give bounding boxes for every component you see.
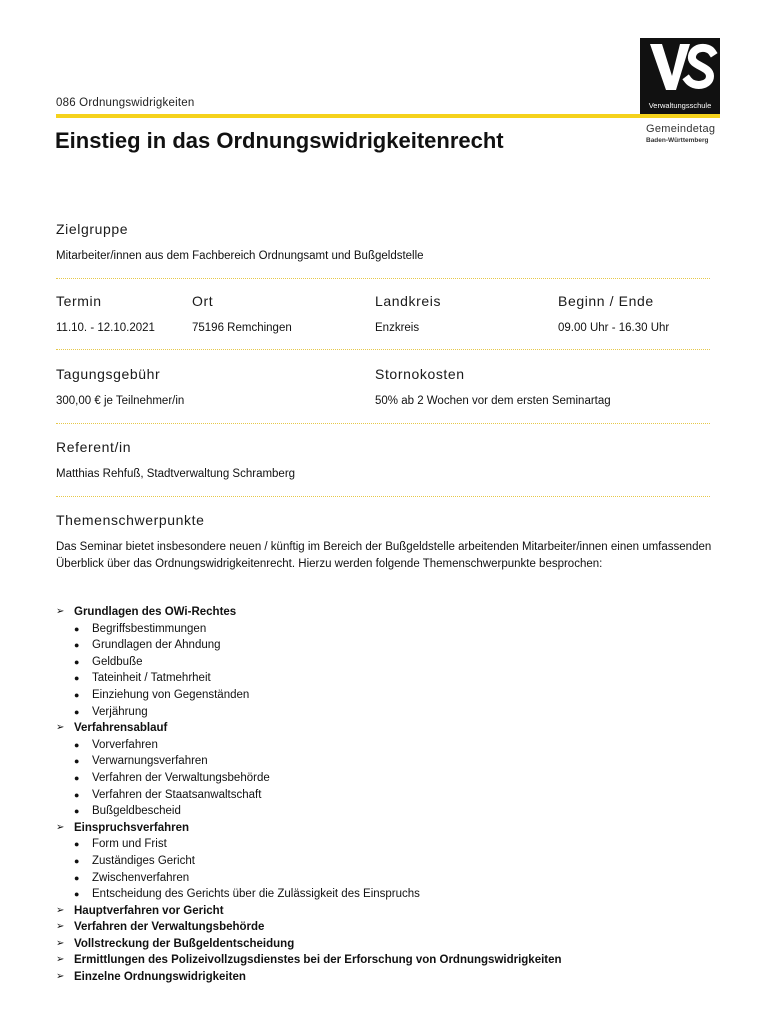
subtopic-label: Verwarnungsverfahren <box>92 755 208 768</box>
bullet-dot-icon: ● <box>74 656 80 667</box>
subtopic-item <box>56 704 726 721</box>
subtopic-label: Grundlagen der Ahndung <box>92 639 221 652</box>
subtopic-item <box>56 787 726 804</box>
topic-label: Verfahrensablauf <box>74 722 168 735</box>
zielgruppe-heading: Zielgruppe <box>56 221 129 237</box>
divider <box>56 349 710 350</box>
bullet-dot-icon: ● <box>74 872 80 883</box>
arrow-bullet-icon: ➢ <box>56 954 65 966</box>
topic-item <box>56 720 726 737</box>
bullet-dot-icon: ● <box>74 756 80 767</box>
topic-item <box>56 969 726 986</box>
topic-list <box>56 604 726 986</box>
topic-label: Verfahren der Verwaltungsbehörde <box>74 921 265 934</box>
page-title: Einstieg in das Ordnungswidrigkeitenrecht <box>55 128 504 153</box>
subtopic-item <box>56 670 726 687</box>
termin-value: 11.10. - 12.10.2021 <box>56 322 155 334</box>
storno-value: 50% ab 2 Wochen vor dem ersten Seminartag <box>375 395 611 407</box>
topic-label: Vollstreckung der Bußgeldentscheidung <box>74 937 295 950</box>
zielgruppe-text: Mitarbeiter/innen aus dem Fachbereich Ordnungsamt und Bußgeldstelle <box>56 250 424 262</box>
subtopic-label: Verjährung <box>92 705 148 718</box>
vs-logo-icon <box>640 38 720 100</box>
org-name: Gemeindetag <box>646 123 716 135</box>
subtopic-label: Einziehung von Gegenständen <box>92 688 250 701</box>
arrow-bullet-icon: ➢ <box>56 722 65 734</box>
zeit-heading: Beginn / Ende <box>558 293 654 309</box>
bullet-dot-icon: ● <box>74 673 80 684</box>
ort-heading: Ort <box>192 293 214 309</box>
arrow-bullet-icon: ➢ <box>56 921 65 933</box>
subtopic-item <box>56 687 726 704</box>
bullet-dot-icon: ● <box>74 706 80 717</box>
subtopic-label: Verfahren der Verwaltungsbehörde <box>92 771 270 784</box>
referent-text: Matthias Rehfuß, Stadtverwaltung Schramberg <box>56 468 296 480</box>
arrow-bullet-icon: ➢ <box>56 904 65 916</box>
subtopic-item <box>56 836 726 853</box>
arrow-bullet-icon: ➢ <box>56 606 65 617</box>
divider <box>56 278 710 279</box>
logo-caption: Verwaltungsschule <box>648 101 712 110</box>
topic-item <box>56 919 726 936</box>
header-accent-rule <box>56 114 720 118</box>
subtopic-label: Geldbuße <box>92 655 143 668</box>
subtopic-item <box>56 770 726 787</box>
storno-heading: Stornokosten <box>375 366 465 382</box>
topic-label: Grundlagen des OWi-Rechtes <box>74 606 237 618</box>
bullet-dot-icon: ● <box>74 889 80 900</box>
landkreis-heading: Landkreis <box>375 293 442 309</box>
divider <box>56 423 710 424</box>
termin-heading: Termin <box>56 293 102 309</box>
subtopic-item <box>56 753 726 770</box>
subtopic-item <box>56 737 726 754</box>
subtopic-item <box>56 654 726 671</box>
topic-item <box>56 952 726 969</box>
subtopic-item <box>56 886 726 903</box>
zeit-value: 09.00 Uhr - 16.30 Uhr <box>558 322 670 334</box>
bullet-dot-icon: ● <box>74 855 80 866</box>
arrow-bullet-icon: ➢ <box>56 937 65 949</box>
topic-item <box>56 604 726 621</box>
bullet-dot-icon: ● <box>74 623 80 634</box>
gebuehr-value: 300,00 € je Teilnehmer/in <box>56 395 185 407</box>
subtopic-item <box>56 870 726 887</box>
subtopic-label: Zwischenverfahren <box>92 871 190 884</box>
topic-label: Hauptverfahren vor Gericht <box>74 904 224 917</box>
bullet-dot-icon: ● <box>74 806 80 817</box>
topic-item <box>56 903 726 920</box>
divider <box>56 496 710 497</box>
subtopic-label: Verfahren der Staatsanwaltschaft <box>92 788 262 801</box>
bullet-dot-icon: ● <box>74 772 80 783</box>
topic-item <box>56 936 726 953</box>
org-region: Baden-Württemberg <box>646 137 709 144</box>
themen-heading: Themenschwerpunkte <box>56 512 205 528</box>
course-number: 086 Ordnungswidrigkeiten <box>56 97 195 109</box>
bullet-dot-icon: ● <box>74 689 80 700</box>
subtopic-label: Begriffsbestimmungen <box>92 622 207 635</box>
topic-label: Ermittlungen des Polizeivollzugsdienstes bei der Erforschung von Ordnungswidrigkeiten <box>74 954 562 967</box>
arrow-bullet-icon: ➢ <box>56 821 65 833</box>
subtopic-item <box>56 637 726 654</box>
topic-label: Einzelne Ordnungswidrigkeiten <box>74 971 246 984</box>
topic-item <box>56 820 726 837</box>
subtopic-label: Tateinheit / Tatmehrheit <box>92 672 211 685</box>
subtopic-label: Zuständiges Gericht <box>92 854 195 867</box>
subtopic-label: Entscheidung des Gerichts über die Zulässigkeit des Einspruchs <box>92 888 420 901</box>
subtopic-label: Bußgeldbescheid <box>92 805 181 818</box>
referent-heading: Referent/in <box>56 439 132 455</box>
subtopic-item <box>56 621 726 638</box>
subtopic-label: Form und Frist <box>92 838 167 851</box>
bullet-dot-icon: ● <box>74 640 80 651</box>
vs-logo <box>640 38 720 114</box>
bullet-dot-icon: ● <box>74 739 80 750</box>
arrow-bullet-icon: ➢ <box>56 971 65 983</box>
subtopic-item <box>56 853 726 870</box>
topic-label: Einspruchsverfahren <box>74 821 190 834</box>
landkreis-value: Enzkreis <box>375 322 420 334</box>
gebuehr-heading: Tagungsgebühr <box>56 366 161 382</box>
bullet-dot-icon: ● <box>74 789 80 800</box>
themen-intro: Das Seminar bietet insbesondere neuen / künftig im Bereich der Bußgeldstelle arbeitenden Mitarbeiter/innen einen umfassenden Überblick über das Ordnungswidrigkeitenrecht. Hierzu werden folgende Themenschwerpunkte besprochen: <box>56 541 712 570</box>
ort-value: 75196 Remchingen <box>192 322 292 334</box>
bullet-dot-icon: ● <box>74 839 80 850</box>
subtopic-item <box>56 803 726 820</box>
subtopic-label: Vorverfahren <box>92 738 158 751</box>
